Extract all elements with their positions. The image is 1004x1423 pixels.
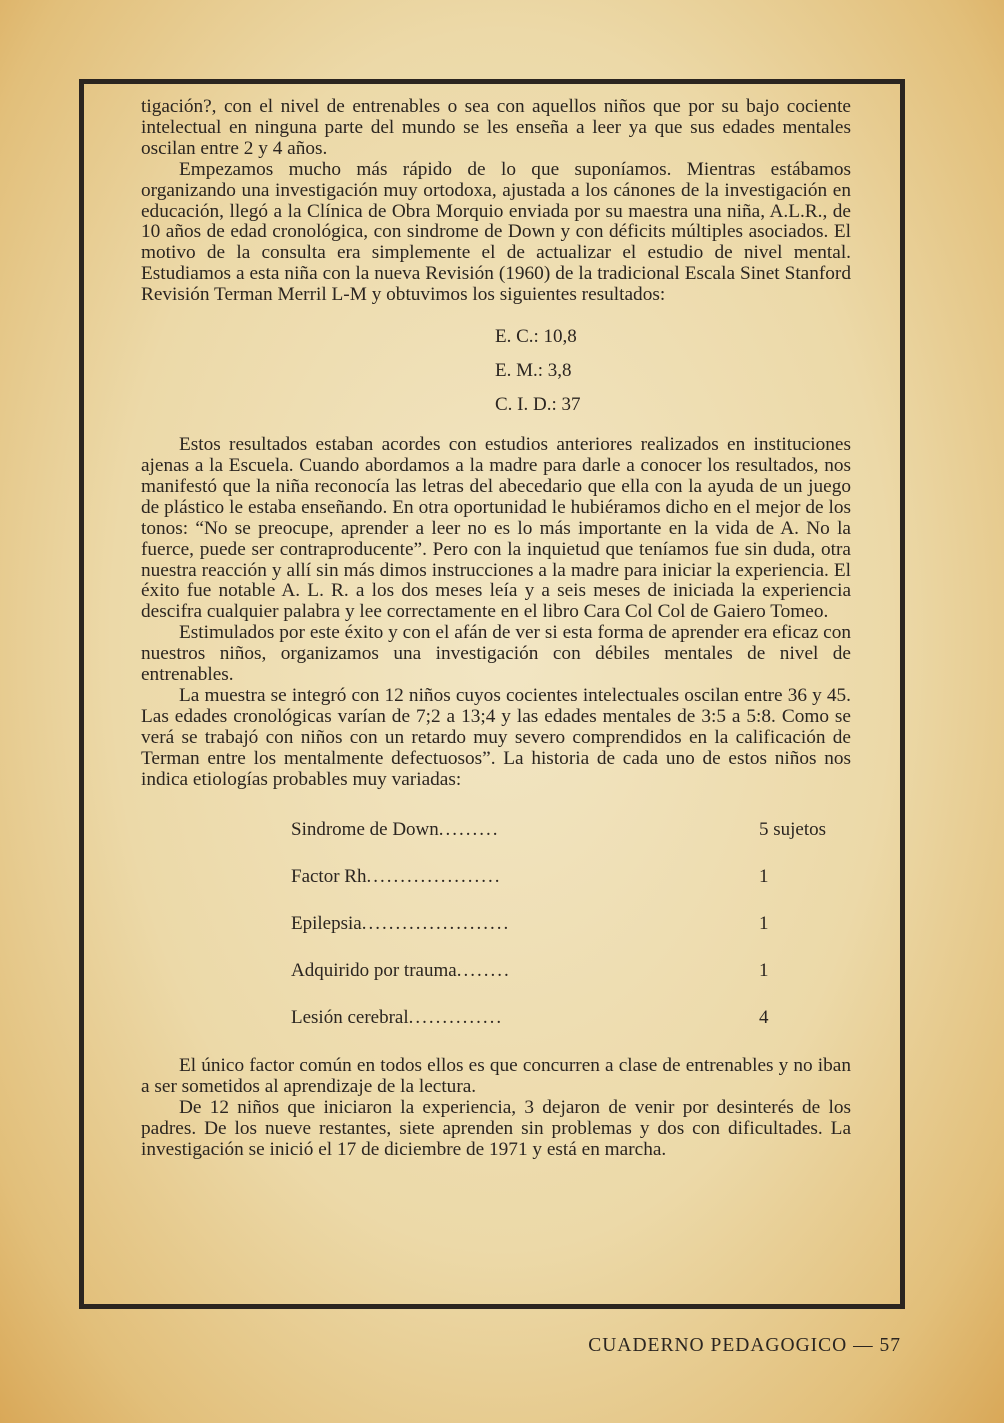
etiology-count: 1 xyxy=(759,960,769,982)
etiology-count: 1 xyxy=(759,913,769,935)
paragraph: De 12 niños que iniciaron la experiencia, 3 dejaron de venir por desinterés de los padres. De los nueve restantes, siete aprenden sin problemas y dos con dificultades. La investigación se inició el 17 de diciembre de 1971 y está en marcha. xyxy=(141,1097,851,1161)
test-results xyxy=(495,320,851,422)
paragraph: Empezamos mucho más rápido de lo que suponíamos. Mientras estábamos organizando una investigación muy ortodoxa, ajustada a los cánones de la investigación en educación, llegó a la Clínica de Obra Morquio enviada por su maestra una niña, A.L.R., de 10 años de edad cronológica, con sindrome de Down y con déficits múltiples asociados. El motivo de la consulta era simplemente el de actualizar el estudio de nivel mental. Estudiamos a esta niña con la nueva Revisión (1960) de la tradicional Escala Sinet Stanford Revisión Terman Merril L-M y obtuvimos los siguientes resultados: xyxy=(141,158,851,306)
article-body xyxy=(141,97,851,1161)
paragraph: La muestra se integró con 12 niños cuyos cocientes intelectuales oscilan entre 36 y 45. Las edades cronológicas varían de 7;2 a 13;4 y las edades mentales de 3:5 a 5:8. Como se verá se trabajó con niños con un retardo muy severo comprendidos en la calificación de Terman entre los mentalmente defectuosos”. La historia de cada uno de estos niños nos indica etiologías probables muy variadas: xyxy=(141,684,851,790)
result-em: E. M.: 3,8 xyxy=(495,360,572,382)
result-cid: C. I. D.: 37 xyxy=(495,394,581,416)
result-ec: E. C.: 10,8 xyxy=(495,326,577,348)
dot-leader: ......... xyxy=(438,819,500,841)
etiology-row xyxy=(291,994,851,1041)
dot-leader: ........ xyxy=(456,960,511,982)
etiology-name: Epilepsia xyxy=(291,913,362,935)
dot-leader: ...................... xyxy=(361,913,511,935)
etiology-row xyxy=(291,806,851,853)
dot-leader: .............. xyxy=(408,1007,504,1029)
etiology-name: Adquirido por trauma xyxy=(291,960,457,982)
etiology-count: 1 xyxy=(759,866,769,888)
paragraph: Estimulados por este éxito y con el afán de ver si esta forma de aprender era eficaz con nuestros niños, organizamos una investigación con débiles mentales de nivel de entrenables. xyxy=(141,622,851,686)
etiology-name: Sindrome de Down xyxy=(291,819,439,841)
etiology-name: Lesión cerebral xyxy=(291,1007,409,1029)
paragraph: El único factor común en todos ellos es que concurren a clase de entrenables y no iban a ser sometidos al aprendizaje de la lectura. xyxy=(141,1055,851,1098)
paragraph: Estos resultados estaban acordes con estudios anteriores realizados en instituciones ajenas a la Escuela. Cuando abordamos a la madre para darle a conocer los resultados, nos manifestó que la niña reconocía las letras del abecedario que ella con la ayuda de un juego de plástico le estaba enseñando. En otra oportunidad le hubiéramos dicho en el mejor de los tonos: “No se preocupe, aprender a leer no es lo más importante en la vida de A. No la fuerce, puede ser contraproducente”. Pero con la inquietud que teníamos fue sin duda, otra nuestra reacción y allí sin más dimos instrucciones a la madre para iniciar la experiencia. El éxito fue notable A. L. R. a los dos meses leía y a seis meses de iniciada la experiencia descifra cualquier palabra y lee correctamente en el libro Cara Col Col de Gaiero Tomeo. xyxy=(141,434,851,623)
etiology-list xyxy=(141,790,851,1056)
dot-leader: .................... xyxy=(366,866,502,888)
running-footer: CUADERNO PEDAGOGICO — 57 xyxy=(588,1335,901,1356)
etiology-name: Factor Rh xyxy=(291,866,367,888)
etiology-row xyxy=(291,853,851,900)
paragraph: tigación?, con el nivel de entrenables o sea con aquellos niños que por su bajo cociente intelectual en ninguna parte del mundo se les enseña a leer ya que sus edades mentales oscilan entre 2 y 4 años. xyxy=(141,96,851,159)
etiology-count: 4 xyxy=(759,1007,769,1029)
etiology-count: 5 sujetos xyxy=(759,819,827,841)
etiology-row xyxy=(291,947,851,994)
etiology-row xyxy=(291,900,851,947)
